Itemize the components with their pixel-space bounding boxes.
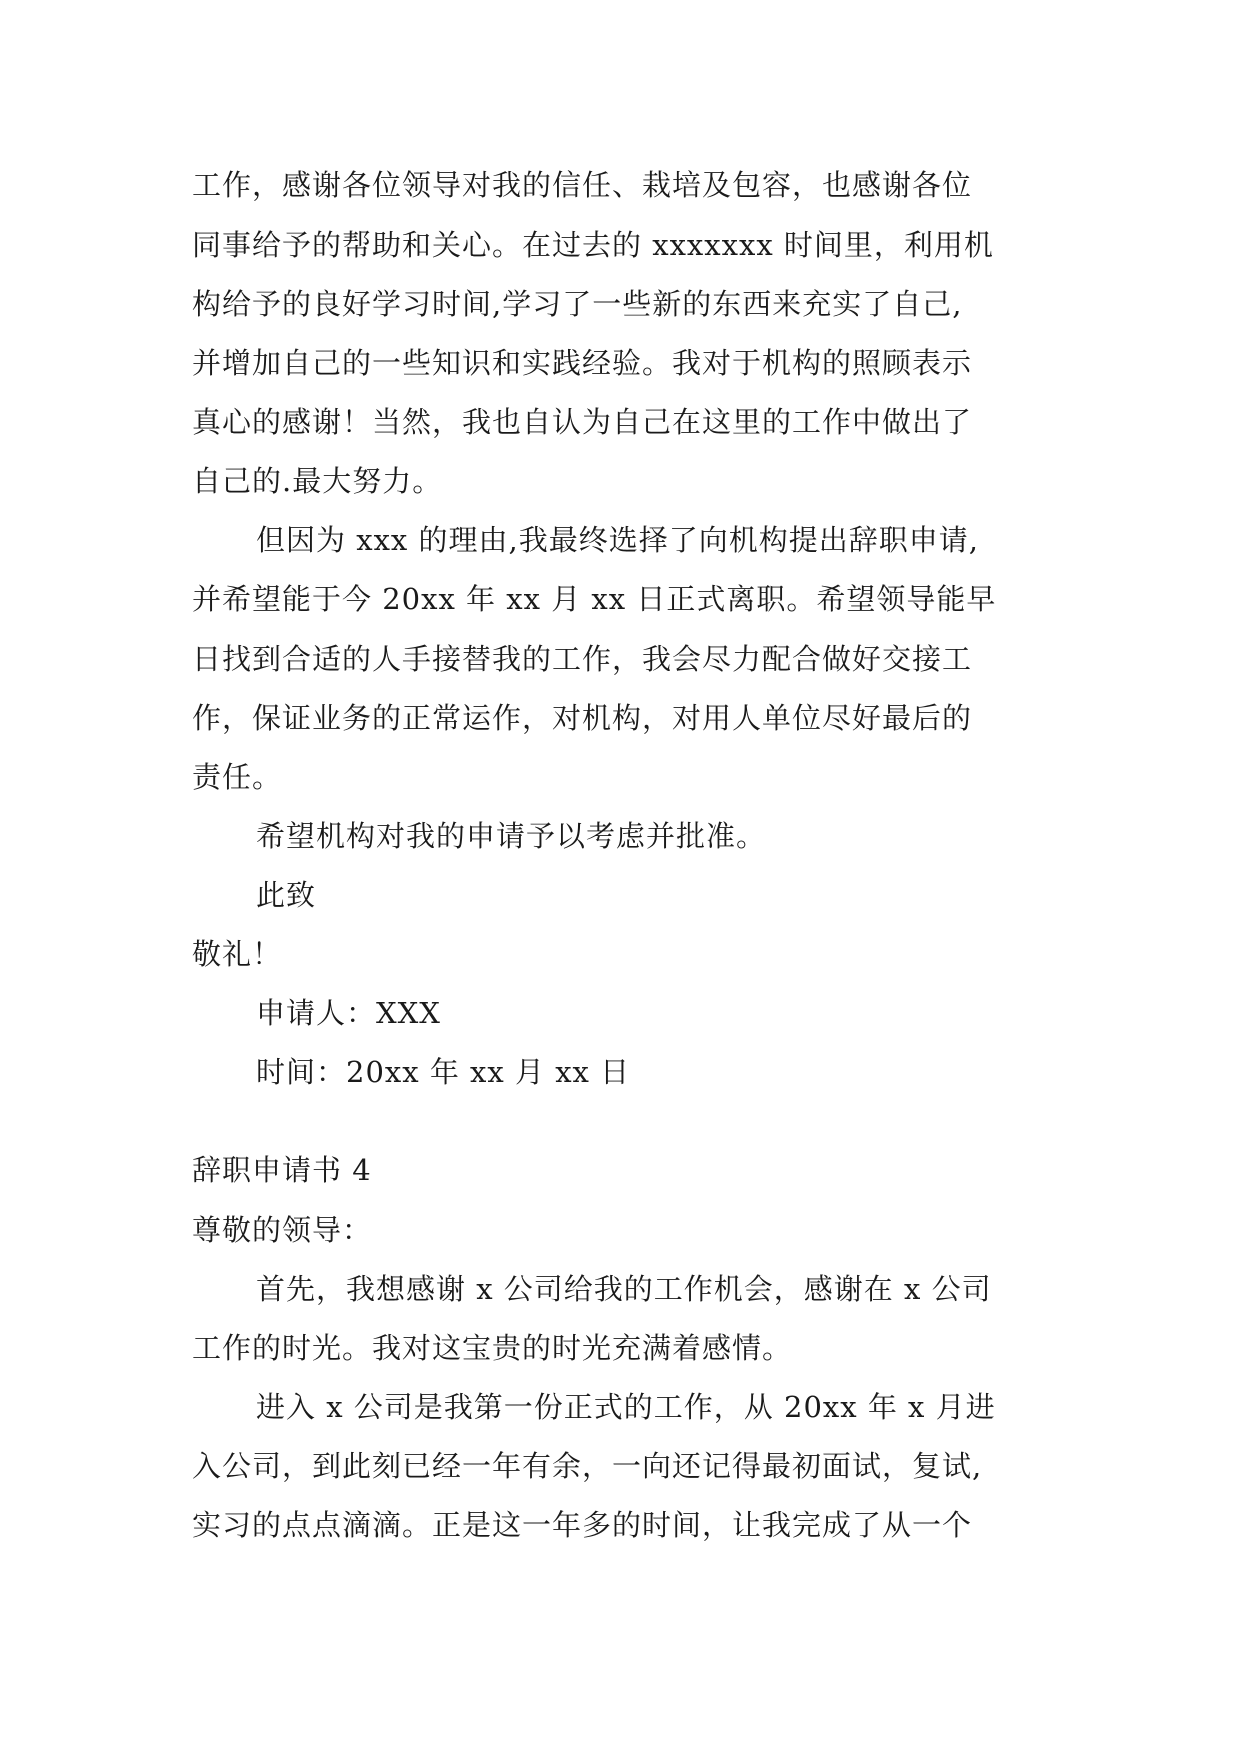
body-text-line: 进入 x 公司是我第一份正式的工作，从 20xx 年 x 月进 <box>256 1390 996 1424</box>
body-text-line: 构给予的良好学习时间,学习了一些新的东西来充实了自己, <box>192 287 963 321</box>
body-text-line: 日找到合适的人手接替我的工作，我会尽力配合做好交接工 <box>192 642 973 676</box>
body-text-line: 并增加自己的一些知识和实践经验。我对于机构的照顾表示 <box>192 346 973 380</box>
body-text-line: 实习的点点滴滴。正是这一年多的时间，让我完成了从一个 <box>192 1508 973 1542</box>
signature-date: 时间：20xx 年 xx 月 xx 日 <box>256 1055 631 1089</box>
body-text-line: 作，保证业务的正常运作，对机构，对用人单位尽好最后的 <box>192 701 973 735</box>
salutation: 尊敬的领导： <box>192 1213 373 1247</box>
body-text-line: 责任。 <box>192 760 283 794</box>
body-text-line: 希望机构对我的申请予以考虑并批准。 <box>256 819 767 853</box>
body-text-line: 工作，感谢各位领导对我的信任、栽培及包容，也感谢各位 <box>192 168 973 202</box>
applicant-signature: 申请人：XXX <box>256 996 441 1030</box>
body-text-line: 真心的感谢！当然，我也自认为自己在这里的工作中做出了 <box>192 405 973 439</box>
body-text-line: 并希望能于今 20xx 年 xx 月 xx 日正式离职。希望领导能早 <box>192 582 997 616</box>
section-title: 辞职申请书 4 <box>192 1153 372 1187</box>
body-text-line: 入公司，到此刻已经一年有余，一向还记得最初面试，复试, <box>192 1449 983 1483</box>
body-text-line: 工作的时光。我对这宝贵的时光充满着感情。 <box>192 1331 793 1365</box>
body-text-line: 首先，我想感谢 x 公司给我的工作机会，感谢在 x 公司 <box>256 1272 992 1306</box>
closing-text: 此致 <box>256 878 317 912</box>
body-text-line: 但因为 xxx 的理由,我最终选择了向机构提出辞职申请, <box>256 523 979 557</box>
body-text-line: 同事给予的帮助和关心。在过去的 xxxxxxx 时间里，利用机 <box>192 228 994 262</box>
body-text-line: 自己的.最大努力。 <box>192 464 443 498</box>
closing-text: 敬礼！ <box>192 937 283 971</box>
